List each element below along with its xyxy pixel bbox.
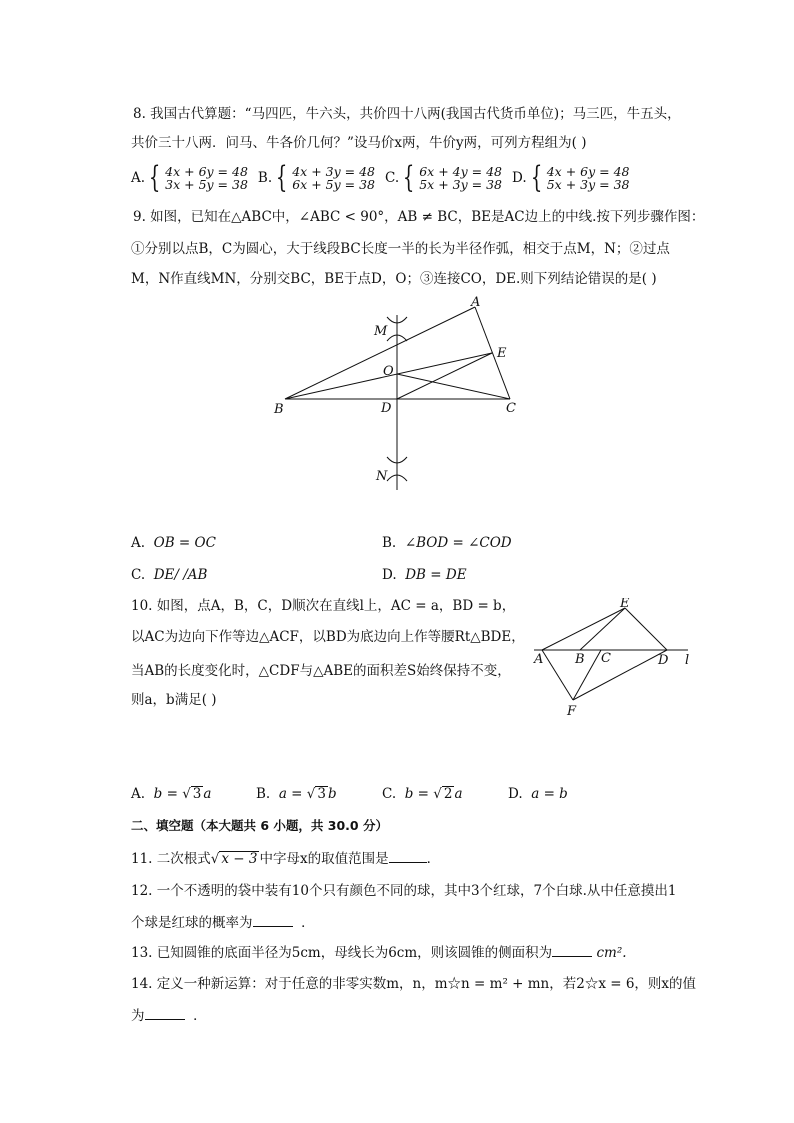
option-letter: B. [257, 170, 273, 186]
option-tail: b [327, 786, 337, 802]
q9-line1: 9. 如图，已知在△ABC中，∠ABC < 90°，AB ≠ BC，BE是AC边上的中线.按下列步骤作图： [133, 209, 705, 225]
q8-option-a[interactable] [131, 160, 248, 195]
label-c: C [601, 651, 611, 666]
brace-icon: { [275, 160, 288, 195]
q9-figure [270, 295, 530, 495]
label-c: C [506, 401, 516, 416]
option-letter: D. [382, 567, 397, 583]
option-letter: A. [131, 535, 146, 551]
answer-blank[interactable] [145, 1006, 185, 1020]
q11-suffix: 中字母x的取值范围是 [259, 851, 389, 867]
option-letter: A. [131, 786, 146, 802]
q10-option-b[interactable] [256, 786, 337, 802]
equation: 5x + 3y = 38 [546, 177, 630, 192]
q9-option-c[interactable] [131, 567, 207, 583]
q9-option-b[interactable] [382, 535, 512, 551]
brace-icon: { [148, 160, 161, 195]
option-lhs: b = [404, 786, 434, 802]
option-text: DE/ /AB [153, 567, 208, 583]
option-lhs: b = [153, 786, 183, 802]
option-text: ∠BOD = ∠COD [404, 535, 512, 551]
q14-line2 [131, 1004, 207, 1024]
brace-icon: { [530, 160, 542, 195]
option-letter: D. [511, 170, 527, 186]
section-heading: 二、填空题（本大题共 6 小题，共 30.0 分） [131, 818, 388, 833]
q14-text: 为 [131, 1008, 145, 1024]
label-n: N [376, 469, 388, 484]
q9-line3: M，N作直线MN，分别交BC，BE于点D，O；③连接CO，DE.则下列结论错误的是( ) [131, 271, 657, 287]
q10-option-c[interactable] [382, 786, 463, 802]
segment-be [580, 608, 625, 650]
q14-line1: 14. 定义一种新运算：对于任意的非零实数m，n，m☆n = m² + mn，若2☆x = 6，则x的值 [131, 976, 697, 992]
q10-line4: 则a，b满足( ) [131, 692, 217, 708]
q12-line1: 12. 一个不透明的袋中装有10个只有颜色不同的球，其中3个红球，7个白球.从中任意摸出1 [131, 883, 677, 899]
brace-icon: { [402, 160, 415, 195]
q8-line2: 共价三十八两．问马、牛各价几何？”设马价x两，牛价y两，可列方程组为( ) [131, 135, 587, 151]
option-text: DB = DE [405, 567, 467, 583]
segment-ae [542, 608, 625, 650]
label-m: M [374, 324, 388, 339]
option-letter: D. [508, 786, 523, 802]
label-a: A [534, 652, 544, 667]
equation: 6x + 4y = 48 [419, 164, 502, 179]
option-letter: B. [256, 786, 271, 802]
q8-option-d[interactable] [511, 160, 630, 195]
segment-de [625, 608, 667, 650]
q10-line2: 以AC为边向下作等边△ACF，以BD为底边向上作等腰Rt△BDE， [131, 629, 525, 645]
label-e: E [497, 346, 507, 361]
option-lhs: a = [278, 786, 307, 802]
radicand: x − 3 [221, 851, 258, 867]
option-tail: a [203, 786, 212, 802]
label-b: B [274, 402, 284, 417]
q8-option-c[interactable] [384, 160, 502, 195]
sqrt-icon: √ [306, 786, 316, 802]
q9-option-d[interactable] [382, 567, 467, 583]
q8-line1: 8. 我国古代算题：“马四匹，牛六头，共价四十八两(我国古代货币单位)；马三匹，牛五头， [133, 106, 681, 122]
option-tail: a [454, 786, 463, 802]
label-o: O [383, 364, 394, 379]
option-letter: C. [384, 170, 400, 186]
q12-text: 个球是红球的概率为 [131, 915, 253, 931]
option-text: OB = OC [153, 535, 216, 551]
q12-line2 [131, 911, 315, 931]
q12-end: ． [301, 915, 315, 931]
q11-end: ． [426, 851, 441, 867]
equation: 3x + 5y = 38 [165, 177, 248, 192]
sqrt-icon: √ [433, 786, 442, 802]
option-letter: A. [131, 170, 146, 186]
sqrt-icon: √ [210, 851, 220, 867]
equation: 4x + 6y = 48 [165, 164, 248, 179]
answer-blank[interactable] [253, 913, 293, 927]
q9-line2: ①分别以点B，C为圆心，大于线段BC长度一半的长为半径作弧，相交于点M，N；②过点 [131, 241, 670, 257]
equation: 4x + 6y = 48 [546, 164, 630, 179]
equation: 4x + 3y = 48 [292, 164, 375, 179]
option-lhs: a = b [531, 786, 568, 802]
radicand: 2 [443, 786, 453, 802]
segment-af [542, 650, 573, 700]
q9-option-a[interactable] [131, 535, 216, 551]
q13-unit: cm². [596, 945, 627, 961]
q10-option-d[interactable] [508, 786, 568, 802]
label-d: D [381, 401, 392, 416]
q13 [131, 941, 627, 961]
q14-end: ． [193, 1008, 207, 1024]
label-f: F [567, 704, 577, 719]
answer-blank[interactable] [552, 943, 592, 957]
segment-co [397, 374, 510, 399]
equation: 6x + 5y = 38 [292, 177, 375, 192]
q8-option-b[interactable] [257, 160, 375, 195]
option-letter: C. [382, 786, 397, 802]
q10-line1: 10. 如图，点A，B，C，D顺次在直线l上，AC = a，BD = b， [131, 598, 516, 614]
answer-blank[interactable] [389, 849, 427, 863]
q11 [131, 847, 440, 867]
label-a: A [471, 295, 481, 310]
q10-line3: 当AB的长度变化时，△CDF与△ABE的面积差S始终保持不变， [131, 663, 511, 679]
equation: 5x + 3y = 38 [419, 177, 502, 192]
label-e: E [620, 598, 630, 611]
option-letter: C. [131, 567, 146, 583]
label-l: l [685, 653, 690, 668]
label-d: D [658, 653, 669, 668]
radicand: 3 [317, 786, 326, 802]
q10-option-a[interactable] [131, 786, 211, 802]
q13-text: 13. 已知圆锥的底面半径为5cm，母线长为6cm，则该圆锥的侧面积为 [131, 945, 553, 961]
radicand: 3 [192, 786, 202, 802]
q8-options [131, 160, 630, 195]
q11-prefix: 11. 二次根式 [131, 851, 211, 867]
label-b: B [575, 652, 585, 667]
sqrt-icon: √ [182, 786, 191, 802]
q10-figure [530, 598, 700, 720]
option-letter: B. [382, 535, 397, 551]
